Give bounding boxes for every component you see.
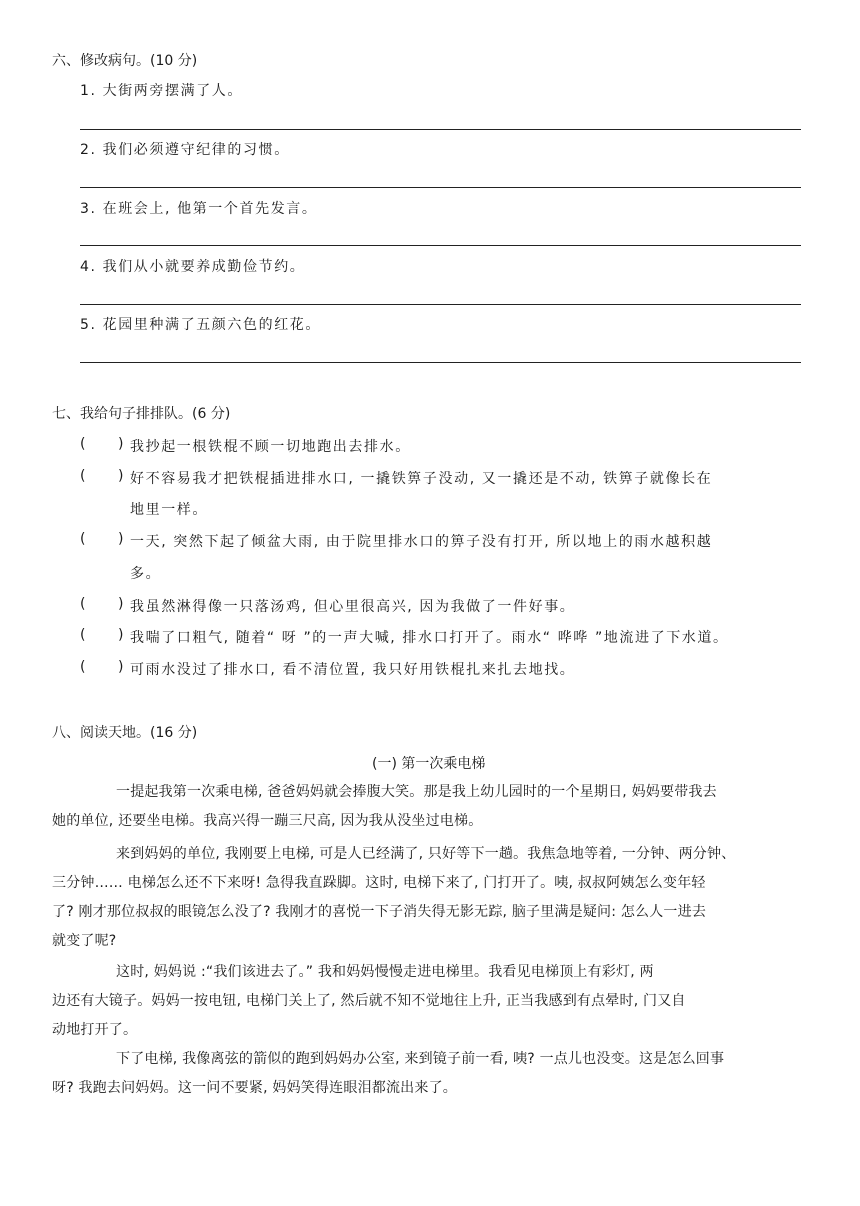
answer-line-1[interactable] (80, 129, 801, 130)
section8-heading: 八、阅读天地。(16 分) (52, 725, 198, 741)
section6-item-5: 5. 花园里种满了五颜六色的红花。 (80, 317, 322, 333)
paren-open: ( (80, 531, 86, 547)
section7-item-3: 一天, 突然下起了倾盆大雨, 由于院里排水口的箅子没有打开, 所以地上的雨水越积越 (130, 534, 713, 550)
story-line: 下了电梯, 我像离弦的箭似的跑到妈妈办公室, 来到镜子前一看, 咦? 一点儿也没变。这是怎么回事 (116, 1051, 725, 1067)
story-line: 了? 刚才那位叔叔的眼镜怎么没了? 我刚才的喜悦一下子消失得无影无踪, 脑子里满是疑问: 怎么人一进去 (52, 904, 707, 920)
answer-line-4[interactable] (80, 304, 801, 305)
paren-close: ) (118, 436, 124, 452)
section6-heading: 六、修改病句。(10 分) (52, 53, 198, 69)
section7-item-2-cont: 地里一样。 (130, 502, 208, 518)
section7-item-4: 我虽然淋得像一只落汤鸡, 但心里很高兴, 因为我做了一件好事。 (130, 599, 576, 615)
section7-item-2: 好不容易我才把铁棍插进排水口, 一撬铁箅子没动, 又一撬还是不动, 铁箅子就像长在 (130, 471, 713, 487)
paren-open: ( (80, 436, 86, 452)
story-paragraph-2 (52, 840, 812, 956)
paren-close: ) (118, 468, 124, 484)
story-line: 呀? 我跑去问妈妈。这一问不要紧, 妈妈笑得连眼泪都流出来了。 (52, 1080, 457, 1096)
story-line: 就变了呢? (52, 933, 117, 949)
paren-open: ( (80, 596, 86, 612)
story-paragraph-1 (52, 778, 812, 836)
paren-open: ( (80, 659, 86, 675)
paren-close: ) (118, 531, 124, 547)
section7-heading: 七、我给句子排排队。(6 分) (52, 406, 231, 422)
section6-item-1: 1. 大街两旁摆满了人。 (80, 83, 244, 99)
section7-item-5: 我喘了口粗气, 随着“ 呀 ”的一声大喊, 排水口打开了。雨水“ 哗哗 ”地流进了下水道。 (130, 630, 729, 646)
story-line: 一提起我第一次乘电梯, 爸爸妈妈就会捧腹大笑。那是我上幼儿园时的一个星期日, 妈妈要带我去 (116, 784, 717, 800)
section7-item-3-cont: 多。 (130, 566, 162, 582)
section6-item-2: 2. 我们必须遵守纪律的习惯。 (80, 142, 290, 158)
story-line: 三分钟…… 电梯怎么还不下来呀! 急得我直跺脚。这时, 电梯下来了, 门打开了。咦, 叔叔阿姨怎么变年轻 (52, 875, 706, 891)
story-line: 这时, 妈妈说 :“我们该进去了。” 我和妈妈慢慢走进电梯里。我看见电梯顶上有彩灯, 两 (116, 964, 654, 980)
paren-close: ) (118, 659, 124, 675)
paren-close: ) (118, 627, 124, 643)
answer-line-2[interactable] (80, 187, 801, 188)
story-line: 她的单位, 还要坐电梯。我高兴得一蹦三尺高, 因为我从没坐过电梯。 (52, 813, 483, 829)
story-paragraph-3 (52, 958, 812, 1045)
section6-item-3: 3. 在班会上, 他第一个首先发言。 (80, 201, 318, 217)
paren-open: ( (80, 627, 86, 643)
answer-line-5[interactable] (80, 362, 801, 363)
story-line: 来到妈妈的单位, 我刚要上电梯, 可是人已经满了, 只好等下一趟。我焦急地等着, 一分钟、两分钟、 (116, 846, 736, 862)
paren-close: ) (118, 596, 124, 612)
paren-open: ( (80, 468, 86, 484)
story-title: (一) 第一次乘电梯 (372, 756, 486, 772)
story-line: 边还有大镜子。妈妈一按电钮, 电梯门关上了, 然后就不知不觉地往上升, 正当我感到有点晕时, 门又自 (52, 993, 686, 1009)
section6-item-4: 4. 我们从小就要养成勤俭节约。 (80, 259, 306, 275)
section7-item-1: 我抄起一根铁棍不顾一切地跑出去排水。 (130, 439, 411, 455)
answer-line-3[interactable] (80, 245, 801, 246)
story-line: 动地打开了。 (52, 1022, 138, 1038)
section7-item-6: 可雨水没过了排水口, 看不清位置, 我只好用铁棍扎来扎去地找。 (130, 662, 576, 678)
story-paragraph-4 (52, 1045, 812, 1103)
